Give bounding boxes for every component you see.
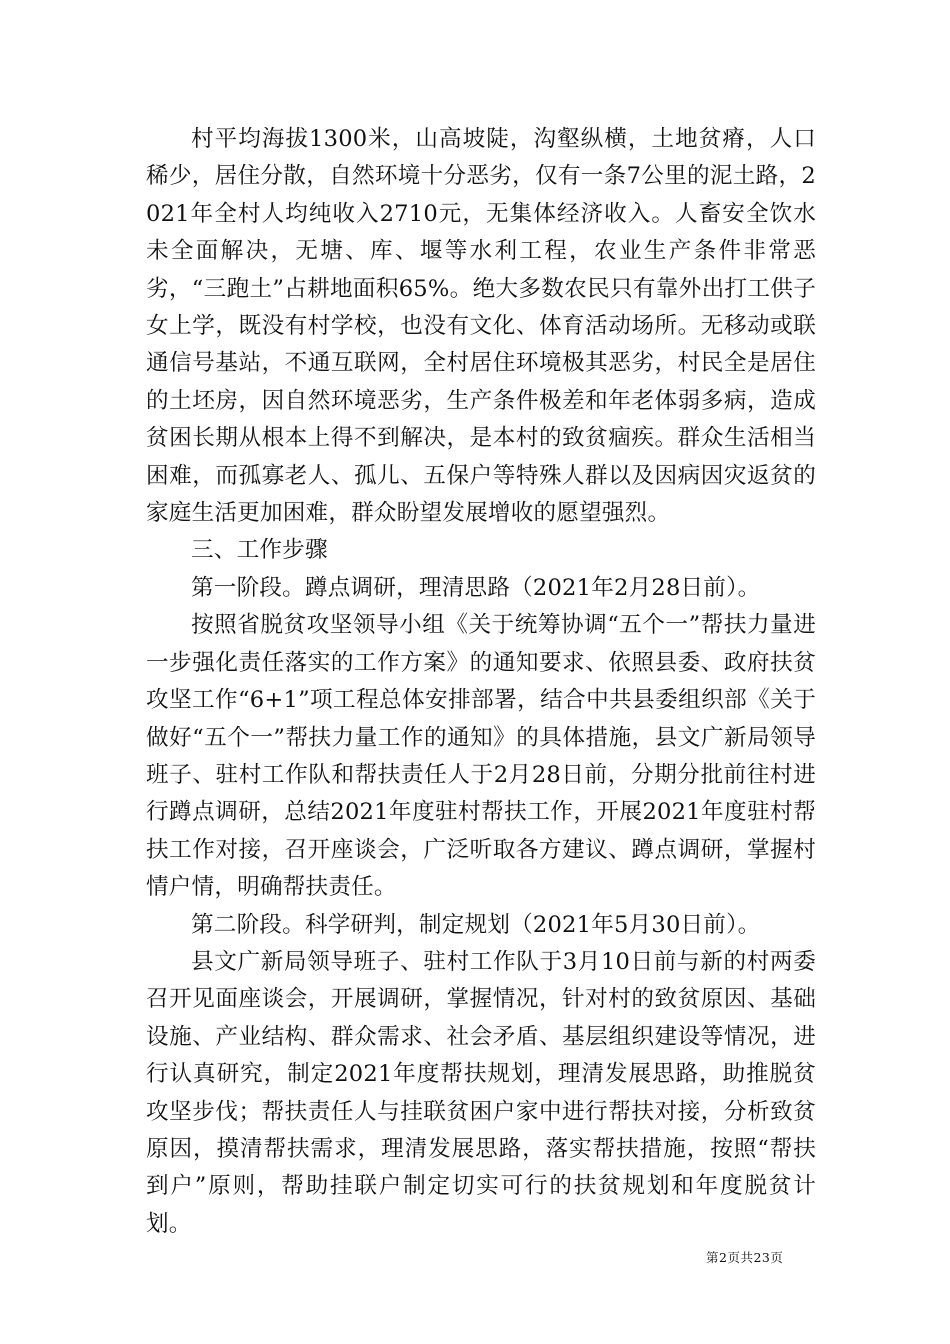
phase-one-heading: 第一阶段。蹲点调研，理清思路（2021年2月28日前）。	[191, 574, 761, 601]
document-body	[146, 121, 816, 1243]
section-heading-work-steps: 三、工作步骤	[191, 537, 328, 564]
paragraph-phase-two-detail: 县文广新局领导班子、驻村工作队于3月10日前与新的村两委召开见面座谈会，开展调研，掌握情况，针对村的致贫原因、基础设施、产业结构、群众需求、社会矛盾、基层组织建设等情况，进行认真研究，制定2021年度帮扶规划，理清发展思路，助推脱贫攻坚步伐；帮扶责任人与挂联贫困户家中进行帮扶对接，分析致贫原因，摸清帮扶需求，理清发展思路，落实帮扶措施，按照“帮扶到户”原则，帮助挂联户制定切实可行的扶贫规划和年度脱贫计划。	[146, 948, 816, 1237]
paragraph-phase-one-detail: 按照省脱贫攻坚领导小组《关于统筹协调“五个一”帮扶力量进一步强化责任落实的工作方案》的通知要求、依照县委、政府扶贫攻坚工作“6+1”项工程总体安排部署，结合中共县委组织部《关于做好“五个一”帮扶力量工作的通知》的具体措施，县文广新局领导班子、驻村工作队和帮扶责任人于2月28日前，分期分批前往村进行蹲点调研，总结2021年度驻村帮扶工作，开展2021年度驻村帮扶工作对接，召开座谈会，广泛听取各方建议、蹲点调研，掌握村情户情，明确帮扶责任。	[146, 612, 816, 901]
page-number-footer: 第2页共23页	[706, 1250, 784, 1265]
paragraph-village-conditions: 村平均海拔1300米，山高坡陡，沟壑纵横，土地贫瘠，人口稀少，居住分散，自然环境十分恶劣，仅有一条7公里的泥土路，2021年全村人均纯收入2710元，无集体经济收入。人畜安全饮水未全面解决，无塘、库、堰等水利工程，农业生产条件非常恶劣，“三跑土”占耕地面积65%。绝大多数农民只有靠外出打工供子女上学，既没有村学校，也没有文化、体育活动场所。无移动或联通信号基站，不通互联网，全村居住环境极其恶劣，村民全是居住的土坯房，因自然环境恶劣，生产条件极差和年老体弱多病，造成贫困长期从根本上得不到解决，是本村的致贫痼疾。群众生活相当困难，而孤寡老人、孤儿、五保户等特殊人群以及因病因灾返贫的家庭生活更加困难，群众盼望发展增收的愿望强烈。	[146, 126, 816, 527]
phase-two-heading: 第二阶段。科学研判，制定规划（2021年5月30日前）。	[191, 911, 761, 938]
